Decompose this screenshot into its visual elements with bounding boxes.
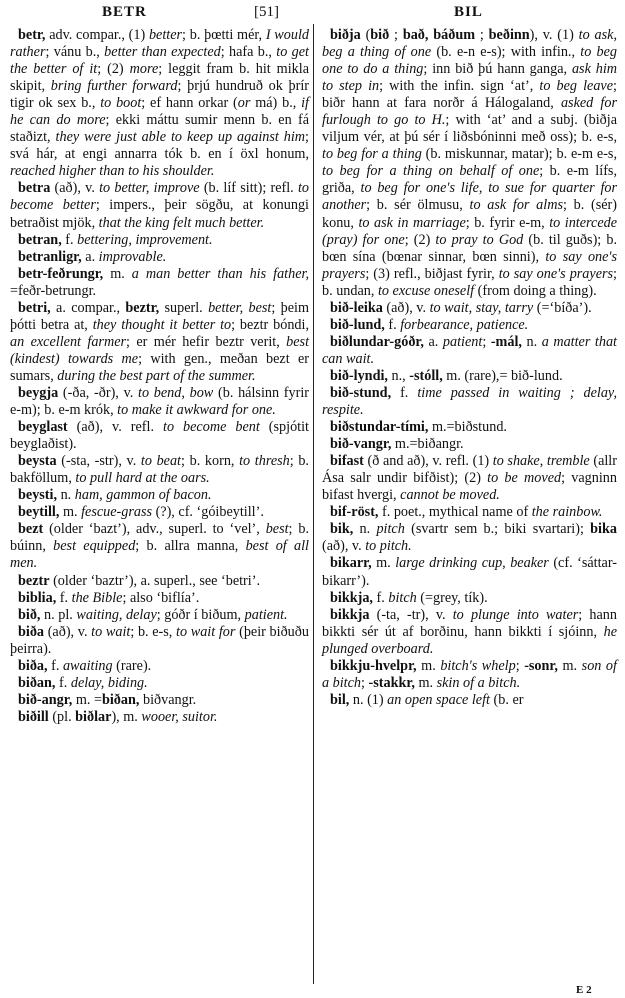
entry-text: ; svá hár, at engi annarra tók b. en í öxl honum, xyxy=(10,129,309,163)
definition: to become bent xyxy=(163,419,260,436)
dictionary-entry xyxy=(10,419,309,453)
entry-text: ; vánu b., xyxy=(45,44,105,61)
entry-text: (að), v. xyxy=(44,623,92,640)
entry-text: ; ekki máttu sumir menn b. en fá staðizt, xyxy=(10,112,309,146)
dictionary-entry xyxy=(10,180,309,231)
entry-text: ; hann bikkti sér út af borðinu, hann bikkti í sjóinn, xyxy=(322,606,617,640)
definition: ham, gammon of bacon. xyxy=(74,487,212,504)
entry-text: m. xyxy=(557,657,582,674)
headword: betran, xyxy=(18,231,62,248)
entry-text: (older ‘baztr’), a. superl., see ‘betri’. xyxy=(49,572,260,589)
definition: to intercede (pray) for one xyxy=(322,214,618,248)
entry-text: (=grey, tík). xyxy=(416,589,488,606)
right-column xyxy=(322,27,617,709)
dictionary-entry xyxy=(10,487,309,504)
entry-text: ; beztr bóndi, xyxy=(231,316,309,333)
dictionary-entry xyxy=(322,658,617,692)
dictionary-entry xyxy=(322,368,617,385)
entry-text: ; b. korn, xyxy=(181,453,240,470)
headword: beygja xyxy=(18,384,59,401)
definition: to ask, beg a thing of one xyxy=(322,27,617,61)
definition: to thresh xyxy=(239,453,290,470)
definition: best equipped xyxy=(53,538,136,555)
definition: forbearance, patience. xyxy=(400,316,529,333)
entry-text: (older ‘bazt’), adv., superl. to ‘vel’, xyxy=(43,521,266,538)
definition: an open space left xyxy=(387,691,490,708)
entry-text: ; er mér hefir beztr verit, xyxy=(126,333,287,350)
headword: betr-feðrungr, xyxy=(18,265,104,282)
definition: fescue-grass xyxy=(81,504,153,521)
dictionary-entry xyxy=(10,521,309,572)
dictionary-entry xyxy=(10,504,309,521)
entry-text: ; b. e-s, xyxy=(130,623,177,640)
headword: beytill, xyxy=(18,504,60,521)
entry-text: ; inn bið þú hann ganga, xyxy=(423,61,572,78)
entry-text: ; b. (sér) konu, xyxy=(322,197,618,231)
definition: to shake, tremble xyxy=(492,453,590,470)
definition: wooer, suitor. xyxy=(141,708,218,725)
entry-text: a. xyxy=(81,248,99,265)
entry-text: (að), v. xyxy=(50,180,100,197)
dictionary-entry xyxy=(322,607,617,658)
entry-text: (ð and að), v. refl. (1) xyxy=(363,453,493,470)
entry-text: (allr Ása salr undir bifðist); (2) xyxy=(322,453,617,487)
entry-text: ; with the infin. sign ‘at’, xyxy=(379,78,540,95)
entry-text: ; b. undan, xyxy=(322,265,617,299)
headword: beysta xyxy=(18,453,57,470)
entry-text: ), v. (1) xyxy=(529,27,579,43)
definition: to beat xyxy=(140,453,182,470)
definition: bring further forward xyxy=(50,78,178,95)
definition: the Bible xyxy=(71,589,123,606)
entry-text: f. xyxy=(55,674,71,691)
printer-signature-mark: E 2 xyxy=(576,984,592,996)
entry-text: ; (2) xyxy=(404,231,436,248)
definition: to say one's prayers xyxy=(498,265,614,282)
entry-text: (að), v. xyxy=(382,299,430,316)
entry-text: ; leggit fram b. hit mikla skipit, xyxy=(10,61,309,95)
entry-text: ; ef hann orkar ( xyxy=(141,95,238,112)
headword: betr, xyxy=(18,27,46,43)
definition: they thought it better to xyxy=(92,316,232,333)
entry-text: ; b. þœtti mér, xyxy=(182,27,266,43)
entry-text: (að), v. refl. xyxy=(67,419,163,436)
definition: to better, improve xyxy=(99,180,200,197)
entry-text: (spjótit beyglaðist). xyxy=(10,419,309,453)
entry-text: ; vagninn bifast hvergi, xyxy=(322,470,617,504)
entry-text: n. (1) xyxy=(349,691,388,708)
headword: bika xyxy=(590,521,617,538)
dictionary-entry xyxy=(322,504,617,521)
entry-text: (-sta, -str), v. xyxy=(56,453,141,470)
entry-text: (=‘bíða’). xyxy=(533,299,592,316)
entry-text: f. xyxy=(372,589,389,606)
entry-text: ; b. allra manna, xyxy=(135,538,246,555)
entry-text: (-ta, -tr), v. xyxy=(369,606,453,623)
entry-text: ; impers., þeir sögðu, at konungi betraðist mjök, xyxy=(10,197,309,231)
entry-text: ; góðr í biðum, xyxy=(156,606,245,623)
entry-text: m.=biðangr. xyxy=(391,436,464,453)
headword: betranligr, xyxy=(18,248,82,265)
dictionary-entry xyxy=(322,555,617,589)
entry-text: ; b. búinn, xyxy=(10,521,309,555)
definition: reached higher than to his shoulder. xyxy=(10,163,215,180)
entry-text: n. xyxy=(57,487,75,504)
definition: bitch's whelp xyxy=(440,657,516,674)
headword: betra xyxy=(18,180,51,197)
headword: beðinn xyxy=(488,27,530,43)
headword: beyglast xyxy=(18,419,68,436)
definition: to wait, stay, tarry xyxy=(429,299,534,316)
entry-text: n. xyxy=(353,521,377,538)
entry-text: adv. compar., (1) xyxy=(45,27,149,43)
headword: -sonr, xyxy=(524,657,558,674)
definition: to beg for one's life, to sue for quarter for another xyxy=(322,180,617,214)
entry-text: (b. til guðs); b. bœn sína (bœnar sinnar, bœn sinni), xyxy=(322,231,617,265)
entry-text: ; b. e-m lífs, griða, xyxy=(322,163,617,197)
entry-text: (svartr sem b.; biki svartari); xyxy=(404,521,591,538)
dictionary-entry xyxy=(10,232,309,249)
dictionary-entry xyxy=(322,692,617,709)
definition: to be moved xyxy=(487,470,562,487)
definition: to become better xyxy=(10,180,309,214)
entry-text: n. xyxy=(521,333,542,350)
entry-text: ; hafa b., xyxy=(220,44,277,61)
running-header xyxy=(0,4,625,26)
entry-text: m. xyxy=(59,504,82,521)
entry-text: (b. miskunnar, matar); b. e-m e-s, xyxy=(421,146,617,163)
headword: -mál, xyxy=(490,333,522,350)
headword: -stakkr, xyxy=(368,674,415,691)
dictionary-entry xyxy=(10,266,309,300)
header-first-word: BETR xyxy=(102,4,147,20)
entry-text: (þeir biðuðu þeirra). xyxy=(10,623,309,657)
entry-text: (cf. ‘sáttar-bikarr’). xyxy=(322,555,617,589)
headword: bið, xyxy=(18,606,41,623)
definition: I would rather xyxy=(10,27,309,61)
definition: best of all men. xyxy=(10,538,310,572)
definition: cannot be moved. xyxy=(400,487,500,504)
entry-text: (b. hálsinn fyrir e-m); b. e-m krók, xyxy=(10,384,310,419)
entry-text: (b. e-n e-s); with infin., xyxy=(431,44,581,61)
headword: bikkju-hvelpr, xyxy=(330,657,417,674)
entry-text: (b. líf sitt); refl. xyxy=(199,180,298,197)
dictionary-entry xyxy=(10,624,309,658)
entry-text: (að), v. xyxy=(322,538,366,555)
headword: bið-vangr, xyxy=(330,436,392,453)
entry-text: ; with ‘at’ and a subj. (biðja viljum vér, at þú sér í liðsbóninni með oss); b. e-s, xyxy=(322,112,617,146)
definition: or xyxy=(237,95,251,112)
definition: to pitch. xyxy=(365,538,412,555)
definition: that the king felt much better. xyxy=(98,214,265,231)
definition: improvable. xyxy=(98,248,167,265)
definition: asked for furlough to go to H. xyxy=(322,95,617,129)
dictionary-entry xyxy=(322,419,617,436)
headword: bið-stund, xyxy=(330,384,392,401)
entry-text: (b. er xyxy=(490,691,524,708)
entry-text: a. compar., xyxy=(50,299,126,316)
entry-text: n., xyxy=(387,367,410,384)
entry-text: m. (rare),= bið-lund. xyxy=(442,367,563,384)
headword: bið-lund, xyxy=(330,316,385,333)
headword: biðan, xyxy=(18,674,56,691)
headword: bið xyxy=(370,27,390,43)
headword: bil, xyxy=(330,691,350,708)
definition: to say one's prayers xyxy=(322,248,617,282)
entry-text: ; (2) xyxy=(97,61,130,78)
entry-text: ; xyxy=(515,657,525,674)
definition: he plunged overboard. xyxy=(322,623,617,657)
definition: to excuse oneself xyxy=(377,282,475,299)
definition: awaiting xyxy=(62,657,113,674)
headword: biðstundar-tími, xyxy=(330,419,429,436)
definition: large drinking cup, beaker xyxy=(395,555,549,572)
entry-text: f. xyxy=(61,231,78,248)
entry-text: ; with gen., meðan bezt er sumars, xyxy=(10,350,309,384)
dictionary-entry xyxy=(10,709,309,726)
entry-text: ( xyxy=(360,27,371,43)
entry-text: superl. xyxy=(159,299,209,316)
definition: better xyxy=(148,27,183,43)
definition: during the best part of the summer. xyxy=(57,367,256,384)
headword: beztr, xyxy=(125,299,160,316)
entry-text: m.=biðstund. xyxy=(428,419,507,436)
headword: biðan, xyxy=(101,691,140,708)
entry-text: (rare). xyxy=(112,657,152,674)
definition: to wait for xyxy=(176,623,236,640)
entry-text: ), m. xyxy=(111,708,142,725)
entry-text: ; þrjú hundruð ok þrír tigir ok sex b., xyxy=(10,78,309,112)
headword: bið-lyndi, xyxy=(330,367,388,384)
headword: biðja xyxy=(330,27,361,43)
definition: better than expected xyxy=(104,44,221,61)
dictionary-entry xyxy=(10,453,309,487)
entry-text: ; þeim þótti betra at, xyxy=(10,299,309,333)
entry-text: biðvangr. xyxy=(139,691,197,708)
entry-text: f. xyxy=(384,316,401,333)
column-divider xyxy=(313,24,314,984)
headword: bikarr, xyxy=(330,555,372,572)
entry-text: f. xyxy=(47,657,63,674)
headword: bif-röst, xyxy=(330,504,379,521)
definition: son of a bitch xyxy=(322,657,617,691)
entry-text: (from doing a thing). xyxy=(474,282,597,299)
entry-text: má) b., xyxy=(250,95,302,112)
definition: more xyxy=(129,61,159,78)
entry-text: (?), cf. ‘góibeytill’. xyxy=(152,504,264,521)
headword: betri, xyxy=(18,299,51,316)
entry-text: ; b. sér ölmusu, xyxy=(366,197,470,214)
entry-text: m. xyxy=(416,657,441,674)
definition: to ask for alms xyxy=(469,197,563,214)
dictionary-entry xyxy=(322,453,617,504)
dictionary-entry xyxy=(10,573,309,590)
headword: biðlar xyxy=(75,708,112,725)
dictionary-entry xyxy=(322,590,617,607)
headword: beztr xyxy=(18,572,50,589)
entry-text: n. pl. xyxy=(40,606,77,623)
dictionary-entry xyxy=(10,590,309,607)
definition: to beg for a thing on behalf of one xyxy=(322,163,540,180)
definition: to beg one to do a thing xyxy=(322,44,617,78)
headword: bikkja, xyxy=(330,589,373,606)
definition: the rainbow. xyxy=(531,504,603,521)
dictionary-entry xyxy=(10,300,309,385)
dictionary-entry xyxy=(10,692,309,709)
entry-text: ; b. bakföllum, xyxy=(10,453,309,487)
left-column xyxy=(10,27,309,726)
entry-text: m. xyxy=(371,555,396,572)
headword: biðill xyxy=(18,708,49,725)
definition: an excellent farmer xyxy=(10,333,127,350)
definition: bettering, improvement. xyxy=(77,231,213,248)
entry-text: ; b. fyrir e-m, xyxy=(465,214,550,231)
definition: skin of a bitch. xyxy=(436,674,521,691)
definition: better, best xyxy=(208,299,272,316)
definition: delay, biding. xyxy=(70,674,148,691)
dictionary-entry xyxy=(10,658,309,675)
dictionary-entry xyxy=(322,521,617,555)
entry-text: (pl. xyxy=(48,708,76,725)
entry-text: m. = xyxy=(72,691,102,708)
dictionary-entry xyxy=(322,436,617,453)
headword: -stóll, xyxy=(409,367,443,384)
definition: a man better than his father, xyxy=(131,265,309,282)
entry-text: (-ða, -ðr), v. xyxy=(58,384,139,401)
definition: time passed in waiting ; delay, respite. xyxy=(322,384,617,419)
dictionary-entry xyxy=(10,385,309,419)
dictionary-entry xyxy=(322,385,617,419)
entry-text: =feðr-betrungr. xyxy=(10,282,97,299)
headword: beysti, xyxy=(18,487,58,504)
entry-text: ; also ‘biflía’. xyxy=(122,589,200,606)
headword: biðlundar-góðr, xyxy=(330,333,424,350)
headword: bifast xyxy=(330,453,364,470)
headword: bik, xyxy=(330,521,354,538)
dictionary-entry xyxy=(10,27,309,180)
dictionary-entry xyxy=(322,317,617,334)
dictionary-entry xyxy=(10,249,309,266)
definition: best (kindest) towards me xyxy=(10,333,310,367)
definition: to pull hard at the oars. xyxy=(75,470,210,487)
definition: to ask in marriage xyxy=(358,214,466,231)
definition: to boot xyxy=(100,95,142,112)
definition: if he can do more xyxy=(10,95,309,129)
definition: a matter that can wait. xyxy=(322,333,617,367)
dictionary-entry xyxy=(10,607,309,624)
definition: they were just able to keep up against him xyxy=(55,129,306,146)
headword: bað, báðum xyxy=(402,27,476,43)
headword: biða xyxy=(18,623,45,640)
headword: bið-angr, xyxy=(18,691,73,708)
definition: patient. xyxy=(244,606,288,623)
entry-text: ; biðr hann at fara norðr á Hálogaland, xyxy=(322,78,617,112)
definition: to beg for a thing xyxy=(322,146,422,163)
entry-text: f. poet., mythical name of xyxy=(378,504,532,521)
definition: best xyxy=(265,521,289,538)
entry-text: ; (3) refl., biðjast fyrir, xyxy=(365,265,499,282)
entry-text: ; xyxy=(361,674,369,691)
entry-text: ; xyxy=(475,27,489,43)
definition: to plunge into water xyxy=(452,606,579,623)
definition: to wait xyxy=(91,623,131,640)
page-number: [51] xyxy=(254,4,279,20)
definition: patient xyxy=(442,333,483,350)
definition: waiting, delay xyxy=(76,606,157,623)
definition: to bend, bow xyxy=(138,384,214,401)
headword: bezt xyxy=(18,521,44,538)
entry-text: ; xyxy=(389,27,403,43)
dictionary-entry xyxy=(322,27,617,300)
entry-text: a. xyxy=(423,333,443,350)
definition: to get the better of it xyxy=(10,44,309,78)
definition: to pray to God xyxy=(435,231,524,248)
entry-text: ; xyxy=(482,333,491,350)
definition: bitch xyxy=(388,589,417,606)
headword: biblia, xyxy=(18,589,57,606)
entry-text: m. xyxy=(414,674,437,691)
headword: biða, xyxy=(18,657,48,674)
entry-text: f. xyxy=(56,589,72,606)
definition: pitch xyxy=(376,521,405,538)
headword: bikkja xyxy=(330,606,370,623)
dictionary-entry xyxy=(322,334,617,368)
headword: bið-leika xyxy=(330,299,383,316)
header-last-word: BIL xyxy=(454,4,483,20)
entry-text: m. xyxy=(103,265,132,282)
entry-text: f. xyxy=(391,384,418,401)
definition: to make it awkward for one. xyxy=(117,402,276,419)
definition: ask him to step in xyxy=(322,61,618,95)
dictionary-entry xyxy=(322,300,617,317)
dictionary-entry xyxy=(10,675,309,692)
definition: to beg leave xyxy=(539,78,614,95)
